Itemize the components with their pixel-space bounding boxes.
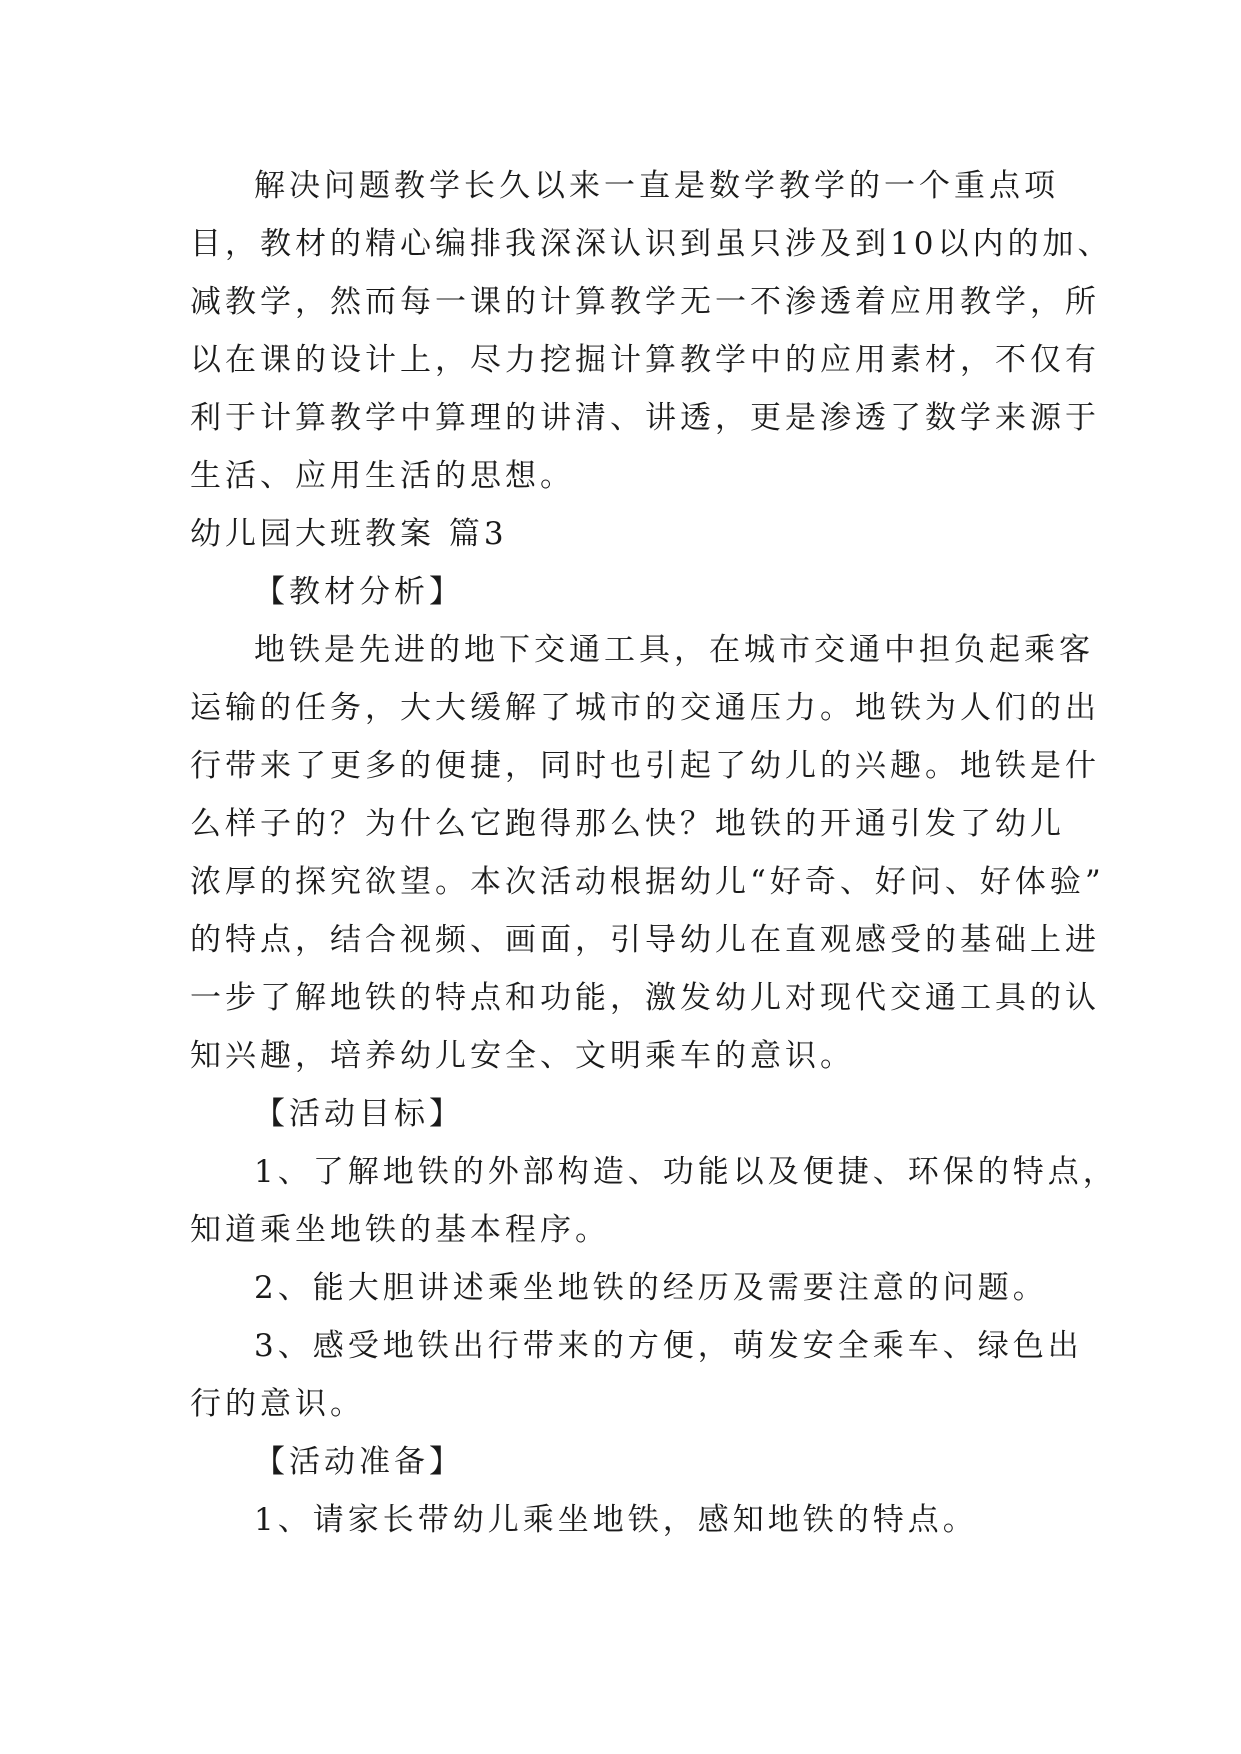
paragraph-line: 地铁是先进的地下交通工具，在城市交通中担负起乘客 <box>254 632 1094 668</box>
paragraph-line: 目，教材的精心编排我深深认识到虽只涉及到10以内的加、 <box>190 226 1113 262</box>
list-item: 3、感受地铁出行带来的方便，萌发安全乘车、绿色出 <box>254 1328 1083 1364</box>
paragraph-line: 利于计算教学中算理的讲清、讲透，更是渗透了数学来源于 <box>190 400 1100 436</box>
list-item-continuation: 知道乘坐地铁的基本程序。 <box>190 1212 610 1248</box>
section-heading: 幼儿园大班教案 篇3 <box>190 516 508 552</box>
paragraph-line: 运输的任务，大大缓解了城市的交通压力。地铁为人们的出 <box>190 690 1100 726</box>
paragraph-line: 以在课的设计上，尽力挖掘计算教学中的应用素材，不仅有 <box>190 342 1100 378</box>
paragraph-line: 行带来了更多的便捷，同时也引起了幼儿的兴趣。地铁是什 <box>190 748 1100 784</box>
paragraph-line: 一步了解地铁的特点和功能，激发幼儿对现代交通工具的认 <box>190 980 1100 1016</box>
list-item-continuation: 行的意识。 <box>190 1386 365 1422</box>
paragraph-line: 的特点，结合视频、画面，引导幼儿在直观感受的基础上进 <box>190 922 1100 958</box>
paragraph-line: 么样子的？为什么它跑得那么快？地铁的开通引发了幼儿 <box>190 806 1065 842</box>
paragraph-line: 生活、应用生活的思想。 <box>190 458 575 494</box>
list-item: 1、请家长带幼儿乘坐地铁，感知地铁的特点。 <box>254 1502 978 1538</box>
paragraph-line: 浓厚的探究欲望。本次活动根据幼儿“好奇、好问、好体验” <box>190 864 1105 900</box>
paragraph-line: 解决问题教学长久以来一直是数学教学的一个重点项 <box>254 168 1059 204</box>
subsection-heading: 【活动准备】 <box>254 1444 464 1480</box>
paragraph-line: 知兴趣，培养幼儿安全、文明乘车的意识。 <box>190 1038 855 1074</box>
list-item: 2、能大胆讲述乘坐地铁的经历及需要注意的问题。 <box>254 1270 1048 1306</box>
subsection-heading: 【活动目标】 <box>254 1096 464 1132</box>
subsection-heading: 【教材分析】 <box>254 574 464 610</box>
list-item: 1、了解地铁的外部构造、功能以及便捷、环保的特点， <box>254 1154 1118 1190</box>
paragraph-line: 减教学，然而每一课的计算教学无一不渗透着应用教学，所 <box>190 284 1100 320</box>
